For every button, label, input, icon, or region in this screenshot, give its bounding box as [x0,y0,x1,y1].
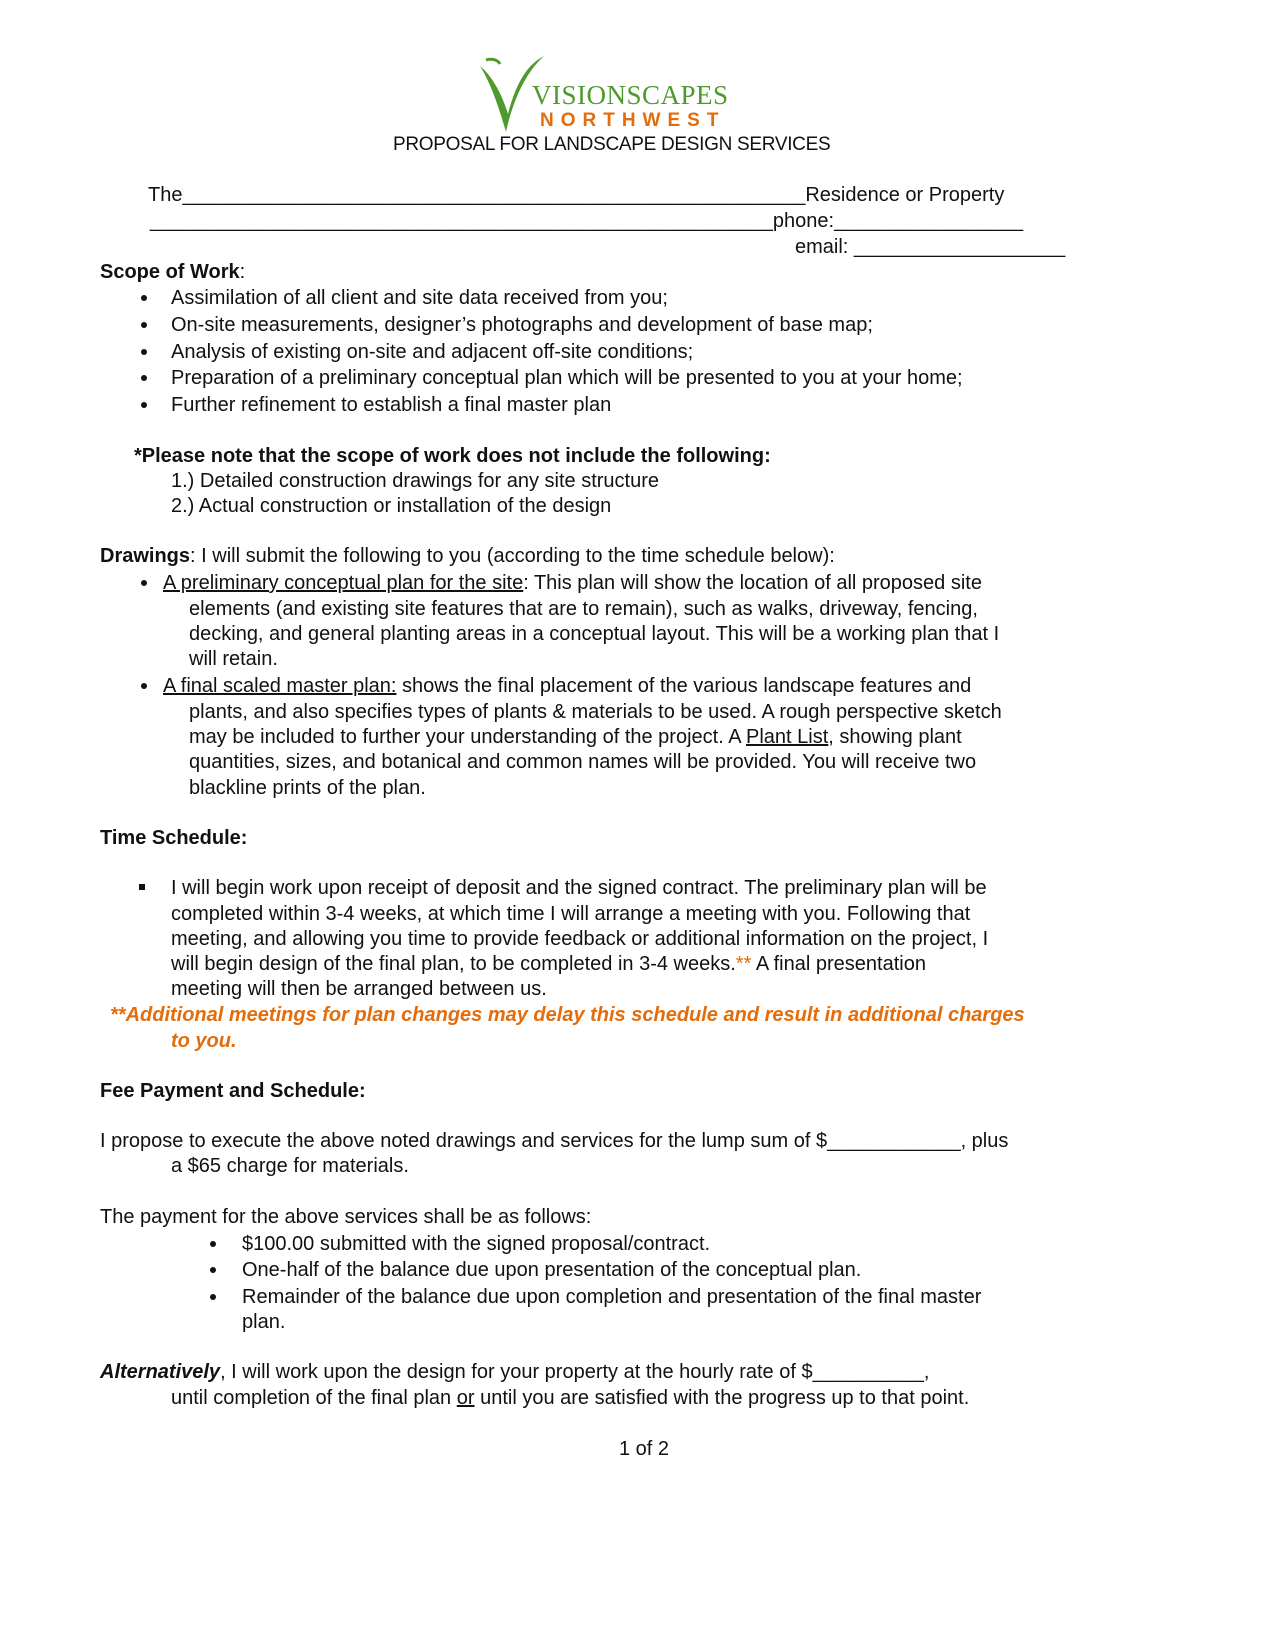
alternative-rate-cont: until completion of the final plan or until you are satisfied with the progress up to that point. [171,1387,970,1409]
payment-item: One-half of the balance due upon presentation of the conceptual plan. [242,1259,862,1281]
logo-subtitle: NORTHWEST [540,110,726,131]
address-blank[interactable]: ________________________________________________________ [150,210,773,232]
time-line: will begin design of the final plan, to be completed in 3-4 weeks.** A final presentation [171,953,926,975]
drawings-item-2: A final scaled master plan: shows the final placement of the various landscape features and [163,675,972,697]
payment-item: Remainder of the balance due upon completion and presentation of the final master [242,1286,982,1308]
time-line: meeting, and allowing you time to provide feedback or additional information on the project, I [171,928,989,950]
scope-item: Analysis of existing on-site and adjacent off-site conditions; [171,341,694,363]
alternative-rate-line: Alternatively, I will work upon the design for your property at the hourly rate of $__________, [100,1361,930,1383]
bullet-icon [210,1241,216,1247]
payment-item-cont: plan. [242,1311,286,1333]
client-line-residence: The________________________________________________________Residence or Property [148,184,1005,206]
time-line: meeting will then be arranged between us. [171,978,547,1000]
drawings-item-2-cont: plants, and also specifies types of plants & materials to be used. A rough perspective sketch [189,701,1002,723]
square-bullet-icon [139,884,145,890]
drawings-item-1-cont: will retain. [189,648,278,670]
logo-wordmark: VISIONSCAPES [532,80,729,110]
payment-item: $100.00 submitted with the signed proposal/contract. [242,1233,711,1255]
phone-blank[interactable]: _________________ [834,210,1024,232]
bullet-icon [210,1294,216,1300]
bullet-icon [141,295,147,301]
email-blank[interactable]: ___________________ [853,236,1066,258]
drawings-intro: Drawings: I will submit the following to you (according to the time schedule below): [100,545,835,567]
plant-list-term: Plant List [746,726,829,748]
residence-blank[interactable]: ________________________________________________________ [182,184,806,206]
schedule-warning-cont: to you. [171,1030,237,1052]
scope-heading: Scope of Work: [100,261,246,283]
exclusion-item: 2.) Actual construction or installation of the design [171,495,612,517]
client-line-email: email: ___________________ [795,236,1066,258]
fee-propose-line: I propose to execute the above noted drawings and services for the lump sum of $____________, plus [100,1130,1009,1152]
time-line: I will begin work upon receipt of deposit and the signed contract. The preliminary plan will be [171,877,987,899]
scope-item: Preparation of a preliminary conceptual plan which will be presented to you at your home; [171,367,963,389]
drawings-item-2-cont: quantities, sizes, and botanical and common names will be provided. You will receive two [189,751,977,773]
schedule-warning: **Additional meetings for plan changes may delay this schedule and result in additional charges [110,1004,1025,1026]
scope-note-heading: *Please note that the scope of work does not include the following: [134,445,771,467]
fee-propose-cont: a $65 charge for materials. [171,1155,409,1177]
payment-intro: The payment for the above services shall be as follows: [100,1206,592,1228]
scope-item: Assimilation of all client and site data received from you; [171,287,668,309]
bullet-icon [141,375,147,381]
time-heading: Time Schedule: [100,827,248,849]
client-line-address: ________________________________________________________phone:_________________ [150,210,1024,232]
bullet-icon [141,349,147,355]
drawings-item-2-cont: blackline prints of the plan. [189,777,426,799]
bullet-icon [141,580,147,586]
drawings-item-1: A preliminary conceptual plan for the site: This plan will show the location of all proposed site [163,572,982,594]
page-number: 1 of 2 [619,1438,670,1460]
bullet-icon [210,1267,216,1273]
drawings-item-1-cont: elements (and existing site features that are to remain), such as walks, driveway, fencing, [189,598,978,620]
fee-heading: Fee Payment and Schedule: [100,1080,366,1102]
scope-item: Further refinement to establish a final master plan [171,394,612,416]
scope-item: On-site measurements, designer’s photographs and development of base map; [171,314,873,336]
company-logo [476,52,746,138]
drawings-item-1-cont: decking, and general planting areas in a conceptual layout. This will be a working plan that I [189,623,1000,645]
page-title: PROPOSAL FOR LANDSCAPE DESIGN SERVICES [393,134,831,155]
time-line: completed within 3-4 weeks, at which time I will arrange a meeting with you. Following that [171,903,971,925]
exclusion-item: 1.) Detailed construction drawings for any site structure [171,470,659,492]
drawings-item-2-cont: may be included to further your understanding of the project. A Plant List, showing plant [189,726,962,748]
bullet-icon [141,683,147,689]
bullet-icon [141,322,147,328]
bullet-icon [141,402,147,408]
